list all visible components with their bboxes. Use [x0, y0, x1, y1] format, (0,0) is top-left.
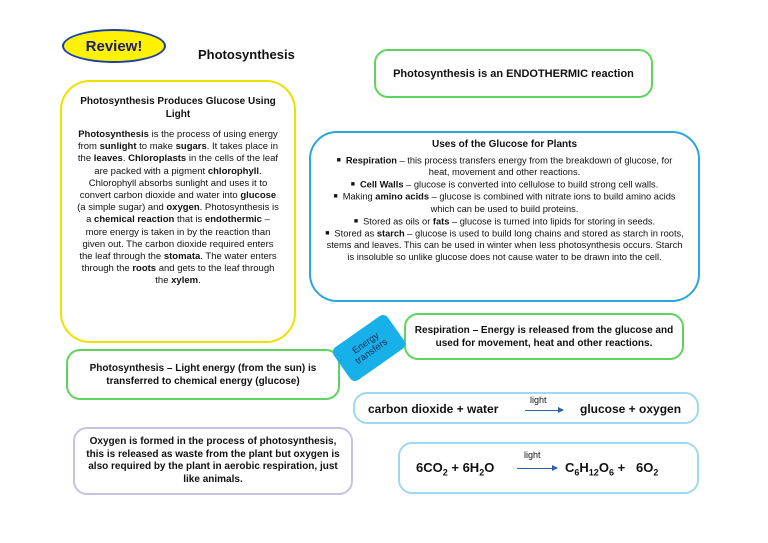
word-eq-light: light: [530, 395, 547, 405]
photosynthesis-produces-glucose-box: [60, 80, 296, 343]
energy-transfers-tag: Energy transfers: [330, 313, 407, 384]
uses-list: [325, 155, 684, 264]
page-title: Photosynthesis: [198, 47, 295, 62]
chem-eq-left: $6CO_2 + 6H_2O$: [416, 460, 495, 478]
endothermic-box: Photosynthesis is an ENDOTHERMIC reaction: [374, 49, 653, 98]
list-item: ■ Stored as oils or fats – glucose is turned into lipids for storing in seeds.: [353, 216, 656, 227]
produces-heading: Photosynthesis Produces Glucose Using Light: [80, 96, 276, 120]
oxygen-text: Oxygen is formed in the process of photosynthesis, this is released as waste from the plant but oxygen is also required by the plant in aerobic respiration, just like animals.: [86, 436, 340, 485]
respiration-text: Respiration – Energy is released from the glucose and used for movement, heat and other reactions.: [414, 324, 674, 349]
word-equation-box: [353, 392, 699, 424]
oxygen-box: [73, 427, 353, 495]
arrow-icon: [517, 468, 557, 469]
word-eq-right: glucose + oxygen: [580, 402, 682, 416]
list-item: ■ Respiration – this process transfers energy from the breakdown of glucose, for heat, movement and other reactions.: [336, 155, 673, 178]
word-eq-left: carbon dioxide + water: [368, 402, 499, 416]
chem-eq-light: light: [524, 450, 541, 460]
list-item: ■ Cell Walls – glucose is converted into cellulose to build strong cell walls.: [350, 179, 659, 190]
chem-eq-right: $C_6H_{12}O_6 + 6O_2$: [565, 460, 659, 478]
chemical-equation-box: [398, 442, 699, 494]
respiration-box: [404, 313, 684, 360]
produces-body: Photosynthesis is the process of using energy from sunlight to make sugars. It takes place in the leaves. Chloroplasts in the cells of the leaf are packed with a pigment chlorophyll. Chlorophyll absorbs sunlight and uses it to convert carbon dioxide and water into glucose (a simple sugar) and oxygen. Photosynthesis is a chemical reaction that is endothermic – more energy is taken in by the reaction than given out. The carbon dioxide required enters the leaf through the stomata. The water enters through the roots and gets to the leaf through the xylem.: [77, 129, 279, 287]
list-item: ■ Making amino acids – glucose is combined with nitrate ions to build amino acids which can be used to build proteins.: [333, 191, 676, 214]
uses-heading: Uses of the Glucose for Plants: [431, 139, 578, 150]
review-badge: Review!: [62, 29, 166, 63]
light-energy-box: [66, 349, 340, 400]
arrow-icon: [525, 410, 563, 411]
glucose-uses-box: [309, 131, 700, 302]
light-energy-text: Photosynthesis – Light energy (from the sun) is transferred to chemical energy (glucose): [89, 362, 317, 387]
list-item: ■ Stored as starch – glucose is used to build long chains and stored as starch in roots, stems and leaves. This can be used in winter when less photosynthesis occurs. Starch is insoluble so unlike glucose does not cause water to be drawn into the cell.: [325, 228, 684, 263]
